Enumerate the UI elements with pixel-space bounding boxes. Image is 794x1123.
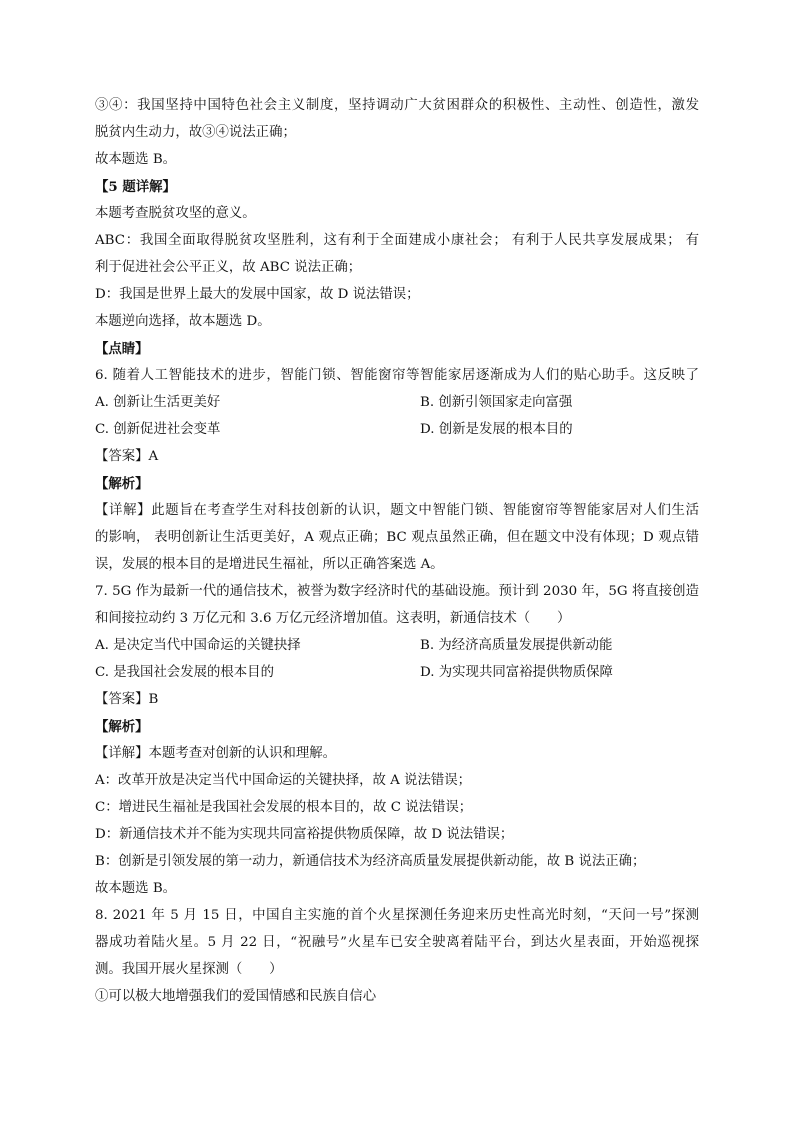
text-line: 脱贫内生动力，故③④说法正确；: [95, 125, 296, 140]
question-7-explanation: 【详解】本题考查对创新的认识和理解。: [95, 746, 337, 761]
question-7-analysis-heading: 【解析】: [95, 719, 149, 735]
question-6-stem: 6. 随着人工智能技术的进步，智能门锁、智能窗帘等智能家居逐渐成为人们的贴心助手。这反映了: [95, 368, 699, 383]
question-7-stem: 7. 5G 作为最新一代的通信技术，被誉为数字经济时代的基础设施。预计到 2030 年，5G 将直接创造: [95, 584, 699, 599]
text-line: 利于促进社会公平正义，故 ABC 说法正确；: [95, 260, 362, 275]
question-7-option-c: C. 是我国社会发展的根本目的: [95, 665, 274, 680]
question-7-option-a: A. 是决定当代中国命运的关键抉择: [95, 638, 301, 653]
question-6-option-a: A. 创新让生活更美好: [95, 395, 221, 410]
text-line: 本题逆向选择，故本题选 D。: [95, 314, 271, 329]
text-line: 本题考查脱贫攻坚的意义。: [95, 206, 256, 221]
section-heading: 【5 题详解】: [95, 179, 176, 195]
question-7-explanation: A：改革开放是决定当代中国命运的关键抉择，故 A 说法错误；: [95, 773, 472, 788]
question-6-analysis-heading: 【解析】: [95, 476, 149, 492]
question-7-explanation: B：创新是引领发展的第一动力，新通信技术为经济高质量发展提供新动能，故 B 说法正确；: [95, 854, 646, 869]
question-6-explanation: 【详解】此题旨在考查学生对科技创新的认识，题文中智能门锁、智能窗帘等智能家居对人们生活: [95, 503, 699, 518]
question-8-stem: 8. 2021 年 5 月 15 日，中国自主实施的首个火星探测任务迎来历史性高光时刻，“天问一号”探测: [95, 908, 699, 923]
question-8-stem: 测。我国开展火星探测（ ）: [95, 962, 283, 977]
question-7-explanation: D：新通信技术并不能为实现共同富裕提供物质保障，故 D 说法错误；: [95, 827, 514, 842]
text-line: ③④：我国坚持中国特色社会主义制度，坚持调动广大贫困群众的积极性、主动性、创造性，激发: [95, 98, 699, 113]
question-7-stem: 和间接拉动约 3 万亿元和 3.6 万亿元经济增加值。这表明，新通信技术（ ）: [95, 611, 571, 626]
question-7-option-b: B. 为经济高质量发展提供新动能: [420, 638, 613, 653]
text-line: 故本题选 B。: [95, 152, 177, 167]
question-6-option-c: C. 创新促进社会变革: [95, 422, 221, 437]
question-6-option-b: B. 创新引领国家走向富强: [420, 395, 573, 410]
question-6-explanation: 误，发展的根本目的是增进民生福祉，所以正确答案选 A。: [95, 557, 444, 572]
text-line: ABC：我国全面取得脱贫攻坚胜利，这有利于全面建成小康社会； 有利于人民共享发展成果； 有: [95, 233, 699, 248]
question-6-explanation: 的影响， 表明创新让生活更美好，A 观点正确；BC 观点虽然正确，但在题文中没有体现；D 观点错: [95, 530, 699, 545]
section-heading: 【点睛】: [95, 341, 149, 357]
question-7-answer: 【答案】B: [95, 692, 159, 707]
text-line: D：我国是世界上最大的发展中国家，故 D 说法错误；: [95, 287, 420, 302]
question-7-explanation: 故本题选 B。: [95, 881, 177, 896]
question-7-option-d: D. 为实现共同富裕提供物质保障: [420, 665, 613, 680]
question-6-option-d: D. 创新是发展的根本目的: [420, 422, 573, 437]
question-8-statement-1: ①可以极大地增强我们的爱国情感和民族自信心: [95, 989, 377, 1004]
question-6-answer: 【答案】A: [95, 449, 159, 464]
question-8-stem: 器成功着陆火星。5 月 22 日，“祝融号”火星车已安全驶离着陆平台，到达火星表面，开始巡视探: [95, 935, 699, 950]
question-7-explanation: C：增进民生福祉是我国社会发展的根本目的，故 C 说法错误；: [95, 800, 473, 815]
